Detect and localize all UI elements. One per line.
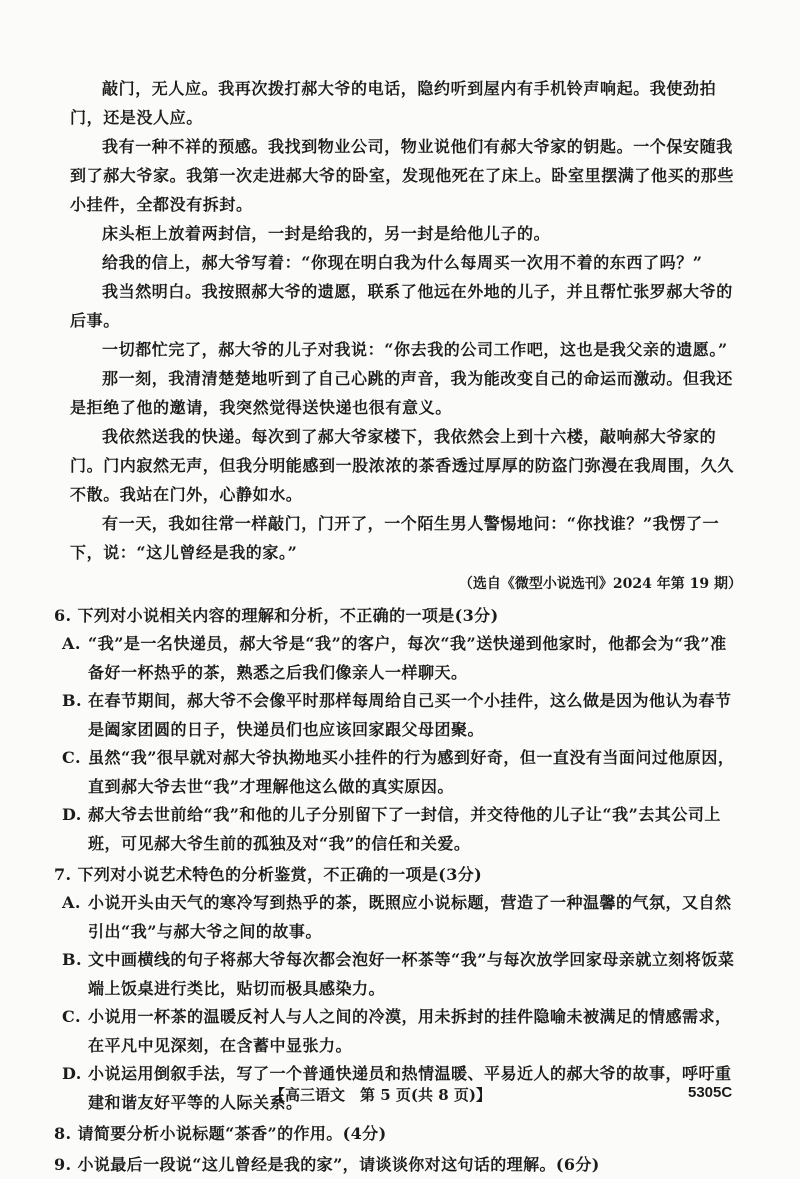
question-6-option-c — [62, 744, 742, 801]
question-6-stem: 6. 下列对小说相关内容的理解和分析，不正确的一项是(3分) — [54, 606, 499, 625]
option-label: C. — [62, 748, 82, 767]
question-7-stem: 7. 下列对小说艺术特色的分析鉴赏，不正确的一项是(3分) — [54, 865, 483, 884]
option-label: D. — [62, 805, 82, 824]
option-label: C. — [62, 1007, 82, 1026]
footer-page-info: 【高三语文 第 5 页(共 8 页)】 — [270, 1086, 491, 1104]
option-text: 在春节期间，郝大爷不会像平时那样每周给自己买一个小挂件，这么做是因为他认为春节是阖家团圆的日子，快递员们也应该回家跟父母团聚。 — [88, 691, 732, 739]
story-paragraph: 我当然明白。我按照郝大爷的遗愿，联系了他远在外地的儿子，并且帮忙张罗郝大爷的后事。 — [70, 282, 733, 330]
question-6-option-a — [62, 630, 742, 687]
question-8-stem: 8. 请简要分析小说标题“茶香”的作用。(4分) — [54, 1124, 387, 1143]
question-7-option-a — [62, 889, 742, 946]
option-text: 小说用一杯茶的温暖反衬人与人之间的冷漠，用未拆封的挂件隐喻未被满足的情感需求，在平凡中见深刻，在含蓄中显张力。 — [88, 1007, 732, 1055]
option-text: 虽然“我”很早就对郝大爷执拗地买小挂件的行为感到好奇，但一直没有当面问过他原因，直到郝大爷去世“我”才理解他这么做的真实原因。 — [88, 748, 735, 796]
option-label: D. — [62, 1064, 82, 1083]
question-6-option-b — [62, 687, 742, 744]
footer-exam-code: 5305C — [688, 1084, 733, 1101]
story-paragraph: 我依然送我的快递。每次到了郝大爷家楼下，我依然会上到十六楼，敲响郝大爷家的门。门内寂然无声，但我分明能感到一股浓浓的茶香透过厚厚的防盗门弥漫在我周围，久久不散。我站在门外，心静如水。 — [70, 427, 735, 504]
option-text: 小说开头由天气的寒冷写到热乎的茶，既照应小说标题，营造了一种温馨的气氛，又自然引出“我”与郝大爷之间的故事。 — [88, 893, 732, 941]
story-paragraph: 给我的信上，郝大爷写着：“你现在明白我为什么每周买一次用不着的东西了吗？” — [102, 253, 703, 272]
option-text: 小说运用倒叙手法，写了一个普通快递员和热情温暖、平易近人的郝大爷的故事，呼吁重建和谐友好平等的人际关系。 — [88, 1064, 732, 1112]
story-source: （选自《微型小说选刊》2024 年第 19 期） — [458, 576, 742, 592]
story-paragraph: 床头柜上放着两封信，一封是给我的，另一封是给他儿子的。 — [102, 224, 551, 243]
story-paragraph: 敲门，无人应。我再次拨打郝大爷的电话，隐约听到屋内有手机铃声响起。我使劲拍门，还是没人应。 — [70, 79, 717, 127]
question-7-option-c — [62, 1003, 742, 1060]
question-6-option-d — [62, 801, 742, 858]
question-9-stem: 9. 小说最后一段说“这儿曾经是我的家”，请谈谈你对这句话的理解。(6分) — [54, 1155, 600, 1174]
option-label: B. — [62, 950, 83, 969]
option-text: “我”是一名快递员，郝大爷是“我”的客户，每次“我”送快递到他家时，他都会为“我”准备好一杯热乎的茶，熟悉之后我们像亲人一样聊天。 — [88, 634, 727, 682]
story-paragraph: 那一刻，我清清楚楚地听到了自己心跳的声音，我为能改变自己的命运而激动。但我还是拒绝了他的邀请，我突然觉得送快递也很有意义。 — [70, 369, 733, 417]
option-label: B. — [62, 691, 83, 710]
story-paragraph: 我有一种不祥的预感。我找到物业公司，物业说他们有郝大爷家的钥匙。一个保安随我到了郝大爷家。我第一次走进郝大爷的卧室，发现他死在了床上。卧室里摆满了他买的那些小挂件，全都没有拆封。 — [70, 137, 735, 214]
page-content — [54, 74, 742, 1179]
option-text: 文中画横线的句子将郝大爷每次都会泡好一杯茶等“我”与每次放学回家母亲就立刻将饭菜端上饭桌进行类比，贴切而极具感染力。 — [88, 950, 735, 998]
option-label: A. — [62, 893, 81, 912]
option-label: A. — [62, 634, 81, 653]
question-7-option-b — [62, 946, 742, 1003]
page-footer — [0, 1080, 800, 1110]
story-paragraph: 有一天，我如往常一样敲门，门开了，一个陌生男人警惕地问：“你找谁？”我愣了一下，说：“这儿曾经是我的家。” — [70, 514, 720, 562]
option-text: 郝大爷去世前给“我”和他的儿子分别留下了一封信，并交待他的儿子让“我”去其公司上班，可见郝大爷生前的孤独及对“我”的信任和关爱。 — [88, 805, 721, 853]
story-paragraph: 一切都忙完了，郝大爷的儿子对我说：“你去我的公司工作吧，这也是我父亲的遗愿。” — [102, 340, 728, 359]
